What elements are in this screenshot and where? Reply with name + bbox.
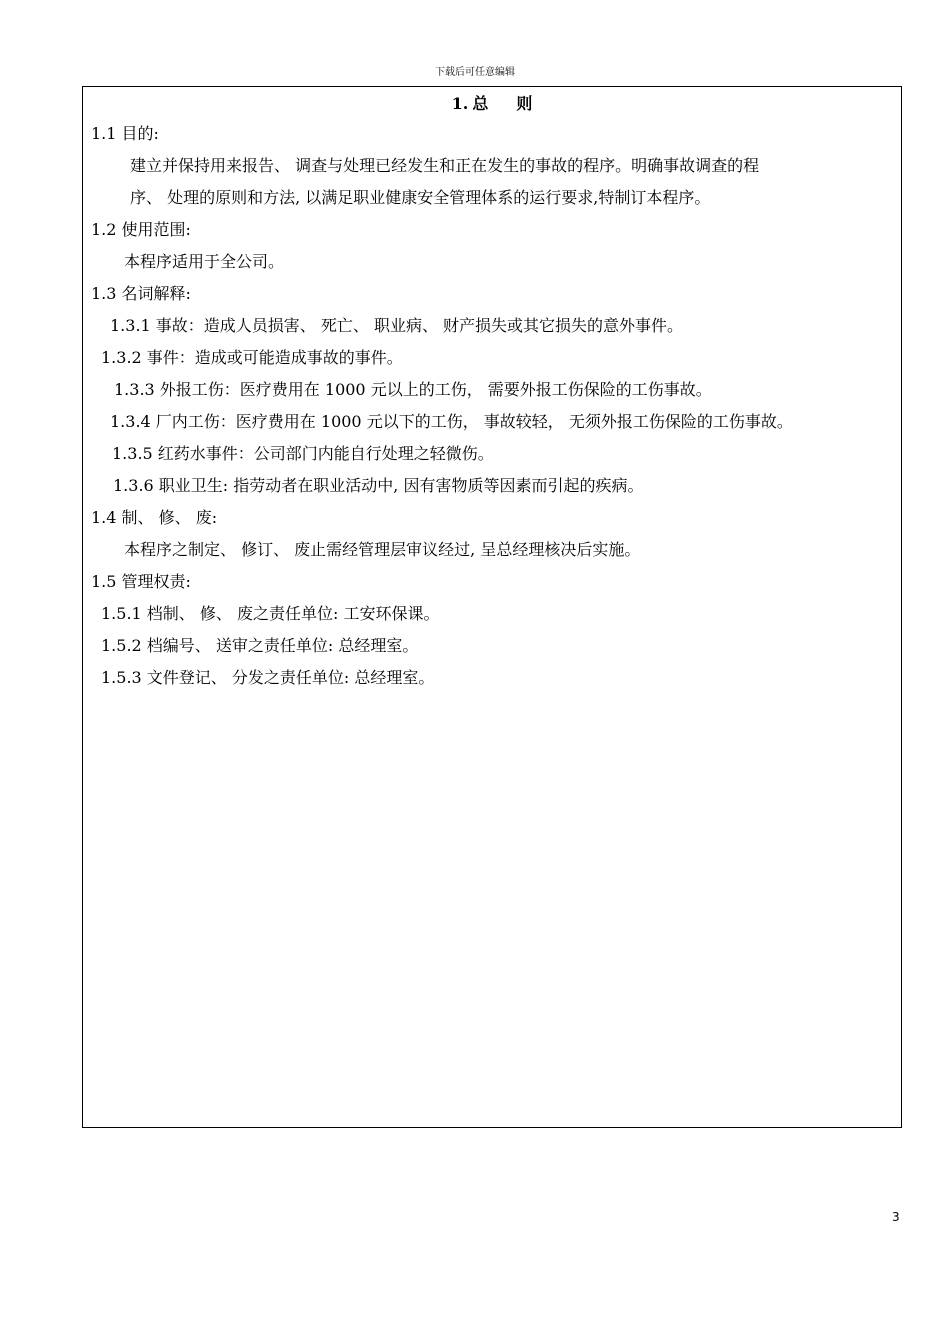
scope-heading: 1.2 使用范围: [91,220,191,239]
purpose-text-line2: 序、 处理的原则和方法, 以满足职业健康安全管理体系的运行要求,特制订本程序。 [130,188,711,207]
title-word-a: 总 [472,94,489,113]
definition-incident: 1.3.2 事件：造成或可能造成事故的事件。 [101,348,403,367]
page-number: 3 [892,1210,900,1224]
purpose-heading: 1.1 目的: [91,124,159,143]
definition-minor-injury: 1.3.5 红药水事件：公司部门内能自行处理之轻微伤。 [112,444,494,463]
responsibility-item-3: 1.5.3 文件登记、 分发之责任单位: 总经理室。 [101,668,435,687]
revision-heading: 1.4 制、 修、 废: [91,508,218,527]
responsibility-heading: 1.5 管理权责: [91,572,191,591]
responsibility-item-2: 1.5.2 档编号、 送审之责任单位: 总经理室。 [101,636,419,655]
purpose-text-line1: 建立并保持用来报告、 调查与处理已经发生和正在发生的事故的程序。明确事故调查的程 [130,156,760,175]
title-word-b: 则 [516,94,533,113]
header-note: 下载后可任意编辑 [435,67,515,78]
section-title [82,92,902,116]
definition-external-injury: 1.3.3 外报工伤：医疗费用在 1000 元以上的工伤， 需要外报工伤保险的工伤事故。 [114,380,712,399]
scope-text: 本程序适用于全公司。 [124,252,285,271]
responsibility-item-1: 1.5.1 档制、 修、 废之责任单位: 工安环保课。 [101,604,440,623]
definition-accident: 1.3.1 事故：造成人员损害、 死亡、 职业病、 财产损失或其它损失的意外事件。 [110,316,684,335]
definition-occupational-health: 1.3.6 职业卫生: 指劳动者在职业活动中, 因有害物质等因素而引起的疾病。 [113,476,644,495]
definitions-heading: 1.3 名词解释: [91,284,191,303]
revision-text: 本程序之制定、 修订、 废止需经管理层审议经过, 呈总经理核决后实施。 [124,540,641,559]
definition-internal-injury: 1.3.4 厂内工伤：医疗费用在 1000 元以下的工伤， 事故较轻， 无须外报工伤保险的工伤事故。 [110,412,793,431]
title-number: 1. [451,94,469,113]
